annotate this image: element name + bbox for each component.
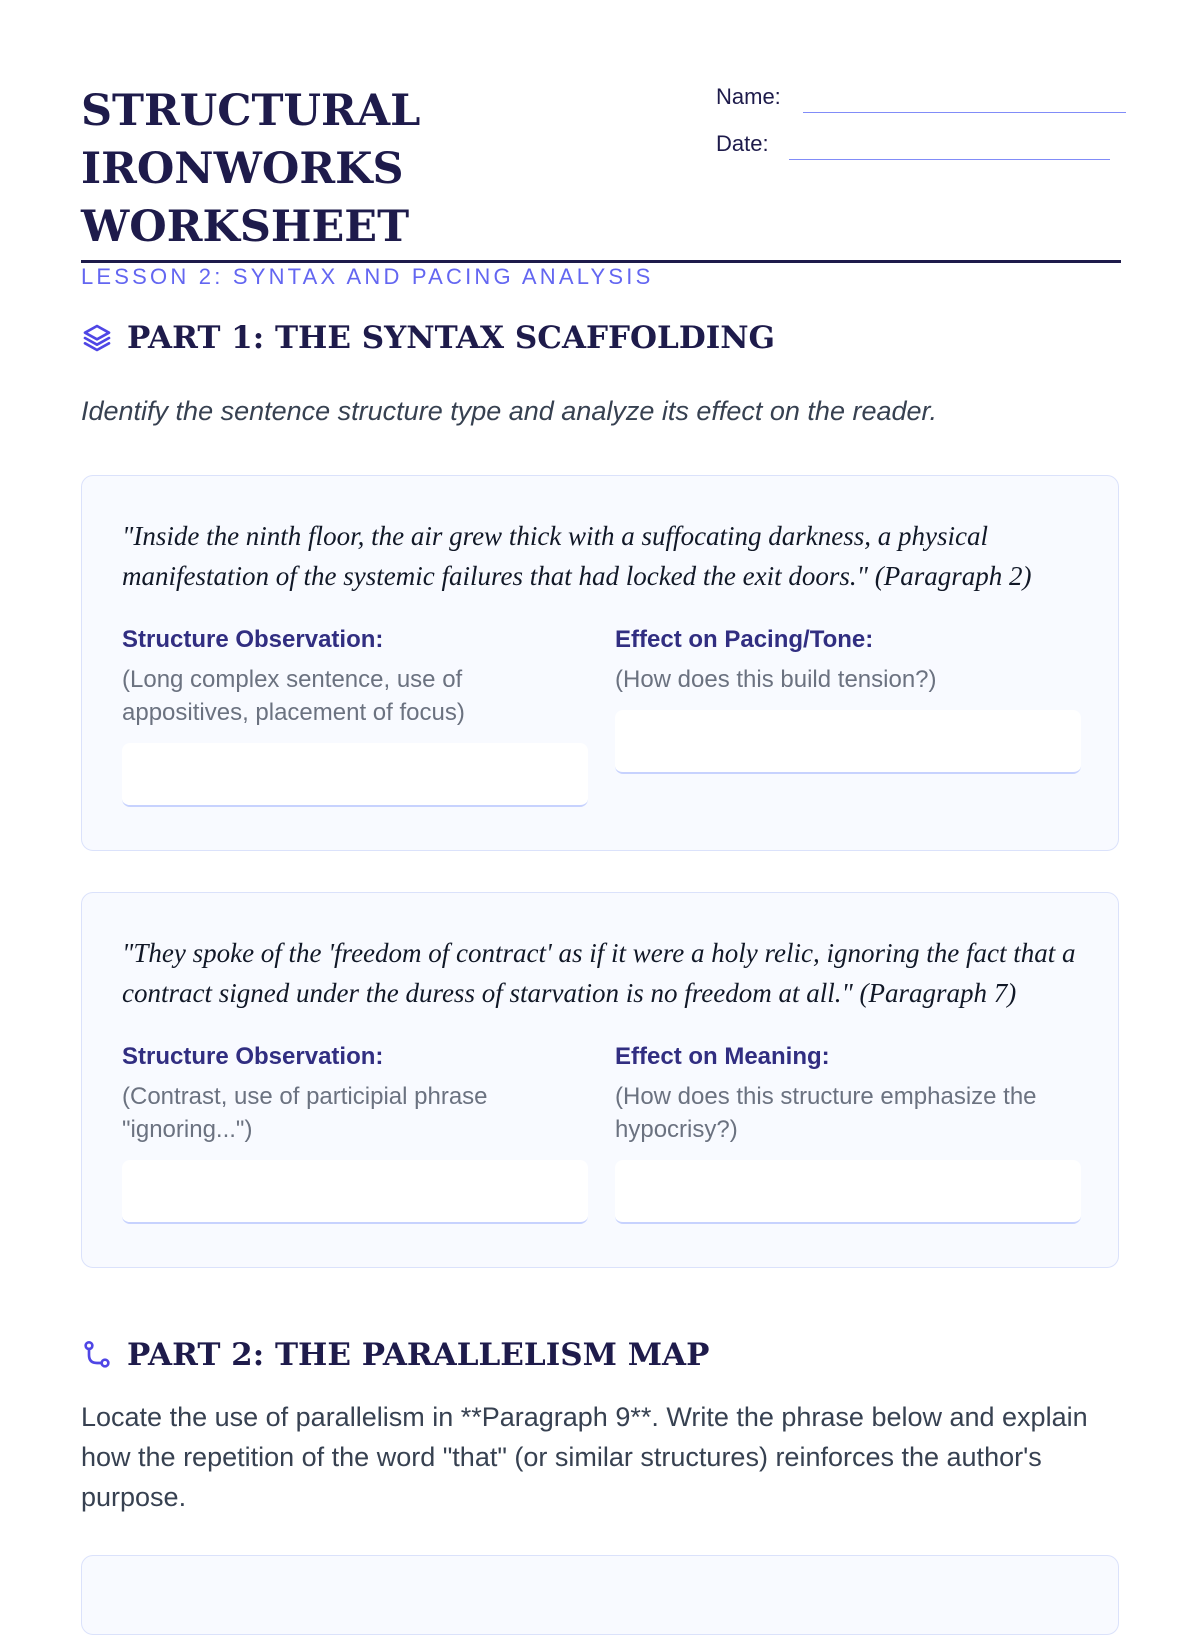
part1-title: PART 1: THE SYNTAX SCAFFOLDING bbox=[127, 320, 776, 356]
meaning-column bbox=[615, 1043, 1081, 1146]
structure-answer-box[interactable] bbox=[122, 1160, 588, 1224]
analysis-card-1 bbox=[81, 475, 1119, 851]
structure-answer-box[interactable] bbox=[122, 743, 588, 807]
analysis-card-2 bbox=[81, 892, 1119, 1268]
structure-hint: (Long complex sentence, use of appositives, placement of focus) bbox=[122, 666, 465, 726]
meaning-answer-box[interactable] bbox=[615, 1160, 1081, 1224]
worksheet-title bbox=[81, 82, 721, 256]
student-info bbox=[716, 82, 1126, 176]
quote-text: "They spoke of the 'freedom of contract' as if it were a holy relic, ignoring the fact that a contract signed under the duress of starvation is no freedom at all." (Paragraph 7) bbox=[122, 938, 1076, 1008]
lesson-subtitle: LESSON 2: SYNTAX AND PACING ANALYSIS bbox=[81, 264, 654, 289]
name-field[interactable] bbox=[803, 112, 1126, 113]
title-line-1: STRUCTURAL bbox=[81, 86, 421, 136]
name-label: Name: bbox=[716, 84, 781, 109]
route-icon bbox=[81, 1339, 113, 1371]
part2-instruction: Locate the use of parallelism in **Paragraph 9**. Write the phrase below and explain how the repetition of the word "that" (or similar structures) reinforces the author's purpose. bbox=[81, 1402, 1088, 1512]
part2-heading bbox=[81, 1337, 709, 1373]
structure-column bbox=[122, 626, 588, 729]
parallelism-card bbox=[81, 1555, 1119, 1635]
meaning-hint: (How does this structure emphasize the hypocrisy?) bbox=[615, 1083, 1037, 1143]
structure-column bbox=[122, 1043, 588, 1146]
meaning-label: Effect on Meaning: bbox=[615, 1043, 830, 1070]
effect-hint: (How does this build tension?) bbox=[615, 666, 937, 693]
date-field[interactable] bbox=[789, 159, 1110, 160]
structure-hint: (Contrast, use of participial phrase "ignoring...") bbox=[122, 1083, 488, 1143]
effect-answer-box[interactable] bbox=[615, 710, 1081, 774]
part1-heading bbox=[81, 320, 775, 356]
name-row bbox=[716, 82, 1126, 129]
effect-label: Effect on Pacing/Tone: bbox=[615, 626, 874, 653]
header-divider bbox=[81, 260, 1121, 263]
part1-instruction: Identify the sentence structure type and analyze its effect on the reader. bbox=[81, 396, 938, 426]
quote-text: "Inside the ninth floor, the air grew thick with a suffocating darkness, a physical manifestation of the systemic failures that had locked the exit doors." (Paragraph 2) bbox=[122, 521, 1032, 591]
date-label: Date: bbox=[716, 131, 769, 156]
layers-icon bbox=[81, 322, 113, 354]
date-row bbox=[716, 129, 1126, 176]
title-line-2: IRONWORKS WORKSHEET bbox=[81, 144, 410, 252]
effect-column bbox=[615, 626, 1081, 696]
structure-label: Structure Observation: bbox=[122, 626, 384, 653]
structure-label: Structure Observation: bbox=[122, 1043, 384, 1070]
title-block bbox=[81, 82, 721, 290]
part2-title: PART 2: THE PARALLELISM MAP bbox=[127, 1337, 710, 1373]
